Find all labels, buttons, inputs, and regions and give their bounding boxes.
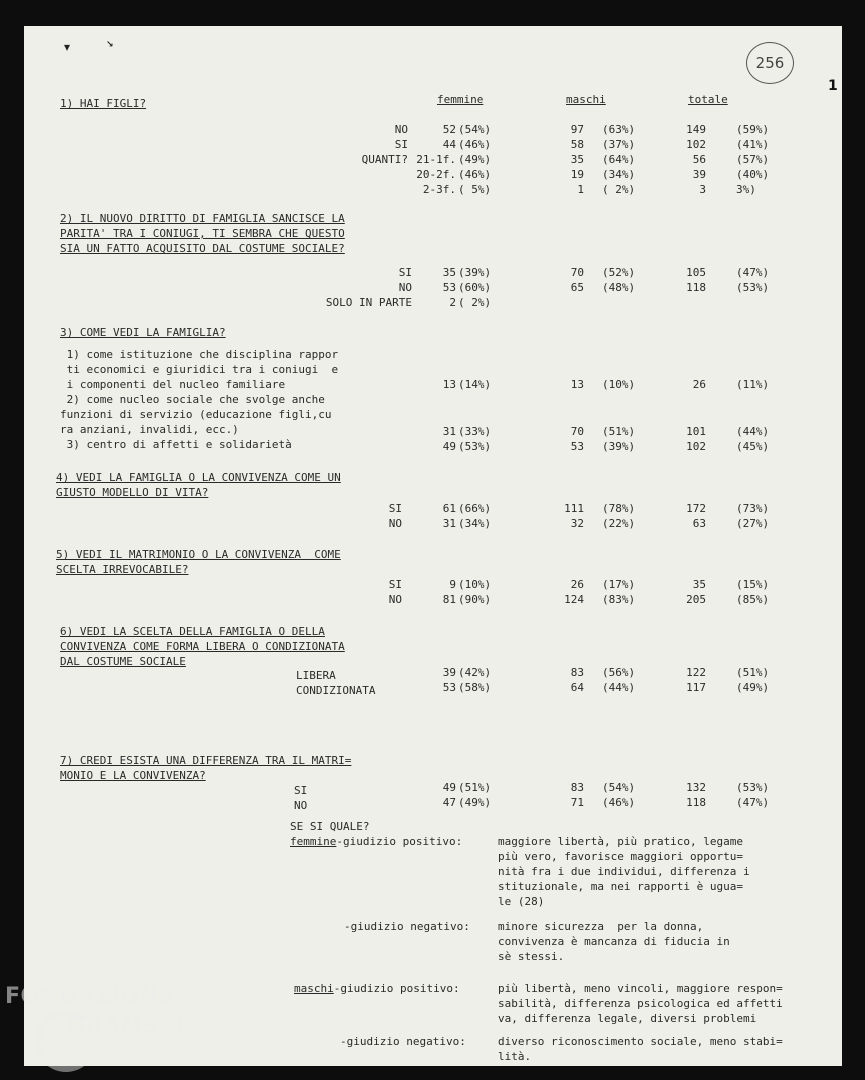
question-3-title: 3) COME VEDI LA FAMIGLIA? bbox=[60, 326, 226, 339]
pct-totale: (53%) bbox=[736, 281, 770, 294]
value-maschi: 71 bbox=[570, 796, 584, 809]
pct-totale: (47%) bbox=[736, 266, 770, 279]
column-header-totale: totale bbox=[688, 93, 728, 106]
question-7-title: MONIO E LA CONVIVENZA? bbox=[60, 769, 206, 782]
question-6-title: 6) VEDI LA SCELTA DELLA FAMIGLIA O DELLA bbox=[60, 625, 325, 638]
pct-totale: (40%) bbox=[736, 168, 770, 181]
pct-femmine: (39%) bbox=[458, 266, 492, 279]
pct-maschi: (51%) bbox=[602, 425, 636, 438]
document-page bbox=[24, 26, 842, 1066]
question-4-title: 4) VEDI LA FAMIGLIA O LA CONVIVENZA COME UN bbox=[56, 471, 341, 484]
femmine-positive-label bbox=[290, 834, 462, 849]
pct-totale: (44%) bbox=[736, 425, 770, 438]
pct-femmine: ( 5%) bbox=[458, 183, 492, 196]
row-label: SI bbox=[398, 266, 412, 279]
pct-maschi: (34%) bbox=[602, 168, 636, 181]
value-femmine: 21-1f. bbox=[416, 153, 456, 166]
value-maschi: 65 bbox=[570, 281, 584, 294]
pct-totale: (45%) bbox=[736, 440, 770, 453]
text-line: lità. bbox=[498, 1050, 532, 1063]
pct-maschi: (63%) bbox=[602, 123, 636, 136]
watermark-suffix: onlus bbox=[177, 1046, 204, 1057]
column-header-femmine: femmine bbox=[437, 93, 484, 106]
ink-mark: ↘ bbox=[106, 40, 114, 50]
value-maschi: 58 bbox=[570, 138, 584, 151]
text-line: 1) come istituzione che disciplina rappor bbox=[60, 348, 339, 361]
text-line: ra anziani, invalidi, ecc.) bbox=[60, 423, 239, 436]
value-maschi: 26 bbox=[570, 578, 584, 591]
value-totale: 149 bbox=[686, 123, 706, 136]
text-line: i componenti del nucleo familiare bbox=[60, 378, 286, 391]
watermark-line-2: GRAMSCI bbox=[67, 1014, 185, 1039]
question-1-title: 1) HAI FIGLI? bbox=[60, 97, 147, 110]
question-6-title: DAL COSTUME SOCIALE bbox=[60, 655, 186, 668]
value-femmine: 20-2f. bbox=[416, 168, 456, 181]
value-maschi: 83 bbox=[570, 781, 584, 794]
pct-femmine: (51%) bbox=[458, 781, 492, 794]
pct-totale: (27%) bbox=[736, 517, 770, 530]
pct-femmine: (90%) bbox=[458, 593, 492, 606]
pct-maschi: ( 2%) bbox=[602, 183, 636, 196]
maschi-positive-label bbox=[294, 981, 460, 996]
maschi-label: maschi bbox=[294, 982, 334, 995]
value-totale: 101 bbox=[686, 425, 706, 438]
value-totale: 102 bbox=[686, 440, 706, 453]
value-totale: 39 bbox=[692, 168, 706, 181]
value-femmine: 31 bbox=[442, 517, 456, 530]
value-femmine: 31 bbox=[442, 425, 456, 438]
value-totale: 3 bbox=[699, 183, 706, 196]
value-maschi: 64 bbox=[570, 681, 584, 694]
archive-stamp: 256 bbox=[746, 42, 794, 84]
maschi-negative-label: -giudizio negativo: bbox=[340, 1035, 466, 1048]
value-totale: 205 bbox=[686, 593, 706, 606]
pct-maschi: (17%) bbox=[602, 578, 636, 591]
text-line: più libertà, meno vincoli, maggiore respon= bbox=[498, 982, 783, 995]
pct-totale: (49%) bbox=[736, 681, 770, 694]
text-line: minore sicurezza per la donna, bbox=[498, 920, 704, 933]
value-femmine: 9 bbox=[449, 578, 456, 591]
pct-maschi: (52%) bbox=[602, 266, 636, 279]
value-totale: 105 bbox=[686, 266, 706, 279]
row-label: NO bbox=[394, 123, 408, 136]
value-femmine: 47 bbox=[442, 796, 456, 809]
pct-totale: (59%) bbox=[736, 123, 770, 136]
pct-femmine: (60%) bbox=[458, 281, 492, 294]
value-totale: 172 bbox=[686, 502, 706, 515]
pct-femmine: (53%) bbox=[458, 440, 492, 453]
pct-maschi: (44%) bbox=[602, 681, 636, 694]
pct-femmine: (42%) bbox=[458, 666, 492, 679]
value-totale: 63 bbox=[692, 517, 706, 530]
value-totale: 132 bbox=[686, 781, 706, 794]
pct-maschi: (56%) bbox=[602, 666, 636, 679]
text-line: nità fra i due individui, differenza i bbox=[498, 865, 750, 878]
pct-femmine: (54%) bbox=[458, 123, 492, 136]
value-totale: 102 bbox=[686, 138, 706, 151]
value-femmine: 49 bbox=[442, 781, 456, 794]
value-maschi: 53 bbox=[570, 440, 584, 453]
pct-totale: (73%) bbox=[736, 502, 770, 515]
pct-maschi: (48%) bbox=[602, 281, 636, 294]
pct-maschi: (83%) bbox=[602, 593, 636, 606]
question-5-title: 5) VEDI IL MATRIMONIO O LA CONVIVENZA COME bbox=[56, 548, 341, 561]
value-totale: 26 bbox=[692, 378, 706, 391]
text-line: funzioni di servizio (educazione figli,cu bbox=[60, 408, 332, 421]
pct-totale: (15%) bbox=[736, 578, 770, 591]
value-maschi: 97 bbox=[570, 123, 584, 136]
question-4-title: GIUSTO MODELLO DI VITA? bbox=[56, 486, 209, 499]
value-maschi: 1 bbox=[577, 183, 584, 196]
pct-maschi: (64%) bbox=[602, 153, 636, 166]
row-label: SOLO IN PARTE bbox=[325, 296, 412, 309]
value-femmine: 61 bbox=[442, 502, 456, 515]
pct-femmine: (49%) bbox=[458, 796, 492, 809]
row-label: CONDIZIONATA bbox=[296, 684, 376, 697]
text-line: sè stessi. bbox=[498, 950, 565, 963]
question-7-title: 7) CREDI ESISTA UNA DIFFERENZA TRA IL MATRI= bbox=[60, 754, 352, 767]
question-5-title: SCELTA IRREVOCABILE? bbox=[56, 563, 189, 576]
value-femmine: 2-3f. bbox=[422, 183, 456, 196]
value-totale: 35 bbox=[692, 578, 706, 591]
text-line: le (28) bbox=[498, 895, 545, 908]
question-2-title: PARITA' TRA I CONIUGI, TI SEMBRA CHE QUESTO bbox=[60, 227, 345, 240]
fondazione-gramsci-watermark bbox=[5, 984, 220, 1076]
row-label: SI bbox=[388, 502, 402, 515]
value-femmine: 52 bbox=[442, 123, 456, 136]
pct-maschi: (37%) bbox=[602, 138, 636, 151]
text-line: convivenza è mancanza di fiducia in bbox=[498, 935, 730, 948]
pct-maschi: (46%) bbox=[602, 796, 636, 809]
pct-maschi: (78%) bbox=[602, 502, 636, 515]
pct-totale: (57%) bbox=[736, 153, 770, 166]
value-femmine: 81 bbox=[442, 593, 456, 606]
pct-femmine: ( 2%) bbox=[458, 296, 492, 309]
row-label: NO bbox=[388, 517, 402, 530]
pct-totale: (51%) bbox=[736, 666, 770, 679]
pct-maschi: (54%) bbox=[602, 781, 636, 794]
follow-up-question: SE SI QUALE? bbox=[290, 820, 370, 833]
text-line: va, differenza legale, diversi problemi bbox=[498, 1012, 757, 1025]
value-maschi: 70 bbox=[570, 266, 584, 279]
pct-femmine: (46%) bbox=[458, 168, 492, 181]
page-number: 1 bbox=[828, 78, 838, 94]
value-totale: 118 bbox=[686, 796, 706, 809]
pct-totale: (41%) bbox=[736, 138, 770, 151]
text-line: 2) come nucleo sociale che svolge anche bbox=[60, 393, 325, 406]
row-label: LIBERA bbox=[296, 669, 336, 682]
value-maschi: 35 bbox=[570, 153, 584, 166]
pct-femmine: (34%) bbox=[458, 517, 492, 530]
value-femmine: 39 bbox=[442, 666, 456, 679]
pct-femmine: (58%) bbox=[458, 681, 492, 694]
pct-totale: (53%) bbox=[736, 781, 770, 794]
pct-totale: (85%) bbox=[736, 593, 770, 606]
row-label: SI bbox=[394, 138, 408, 151]
text-line: 3) centro di affetti e solidarietà bbox=[60, 438, 292, 451]
value-maschi: 32 bbox=[570, 517, 584, 530]
femmine-label: femmine bbox=[290, 835, 337, 848]
value-maschi: 70 bbox=[570, 425, 584, 438]
value-femmine: 53 bbox=[442, 281, 456, 294]
text-line: maggiore libertà, più pratico, legame bbox=[498, 835, 744, 848]
value-totale: 118 bbox=[686, 281, 706, 294]
watermark-line-1: FONDAZIONE bbox=[5, 984, 174, 1009]
pct-femmine: (14%) bbox=[458, 378, 492, 391]
value-maschi: 13 bbox=[570, 378, 584, 391]
text-line: ti economici e giuridici tra i coniugi e bbox=[60, 363, 339, 376]
value-totale: 122 bbox=[686, 666, 706, 679]
value-femmine: 2 bbox=[449, 296, 456, 309]
value-totale: 117 bbox=[686, 681, 706, 694]
value-femmine: 44 bbox=[442, 138, 456, 151]
value-femmine: 49 bbox=[442, 440, 456, 453]
row-label: NO bbox=[388, 593, 402, 606]
row-label: SI bbox=[388, 578, 402, 591]
ink-mark: ▾ bbox=[64, 40, 71, 54]
positive-label: -giudizio positivo: bbox=[333, 982, 460, 995]
value-maschi: 19 bbox=[570, 168, 584, 181]
column-header-maschi: maschi bbox=[566, 93, 606, 106]
pct-maschi: (39%) bbox=[602, 440, 636, 453]
pct-totale: (47%) bbox=[736, 796, 770, 809]
pct-femmine: (49%) bbox=[458, 153, 492, 166]
pct-femmine: (66%) bbox=[458, 502, 492, 515]
value-maschi: 111 bbox=[564, 502, 584, 515]
value-totale: 56 bbox=[692, 153, 706, 166]
femmine-negative-label: -giudizio negativo: bbox=[344, 920, 470, 933]
question-6-title: CONVIVENZA COME FORMA LIBERA O CONDIZIONATA bbox=[60, 640, 345, 653]
pct-maschi: (10%) bbox=[602, 378, 636, 391]
pct-maschi: (22%) bbox=[602, 517, 636, 530]
value-maschi: 83 bbox=[570, 666, 584, 679]
pct-totale: 3%) bbox=[736, 183, 756, 196]
question-2-title: SIA UN FATTO ACQUISITO DAL COSTUME SOCIALE? bbox=[60, 242, 345, 255]
text-line: sabilità, differenza psicologica ed affetti bbox=[498, 997, 783, 1010]
pct-femmine: (33%) bbox=[458, 425, 492, 438]
value-femmine: 13 bbox=[442, 378, 456, 391]
positive-label: -giudizio positivo: bbox=[336, 835, 463, 848]
text-line: più vero, favorisce maggiori opportu= bbox=[498, 850, 744, 863]
row-label: NO bbox=[294, 799, 308, 812]
value-maschi: 124 bbox=[564, 593, 584, 606]
row-label: NO bbox=[398, 281, 412, 294]
pct-totale: (11%) bbox=[736, 378, 770, 391]
pct-femmine: (46%) bbox=[458, 138, 492, 151]
value-femmine: 35 bbox=[442, 266, 456, 279]
value-femmine: 53 bbox=[442, 681, 456, 694]
text-line: stituzionale, ma nei rapporti è ugua= bbox=[498, 880, 744, 893]
row-label: SI bbox=[294, 784, 308, 797]
pct-femmine: (10%) bbox=[458, 578, 492, 591]
question-2-title: 2) IL NUOVO DIRITTO DI FAMIGLIA SANCISCE LA bbox=[60, 212, 345, 225]
row-label: QUANTI? bbox=[361, 153, 408, 166]
text-line: diverso riconoscimento sociale, meno stabi= bbox=[498, 1035, 783, 1048]
